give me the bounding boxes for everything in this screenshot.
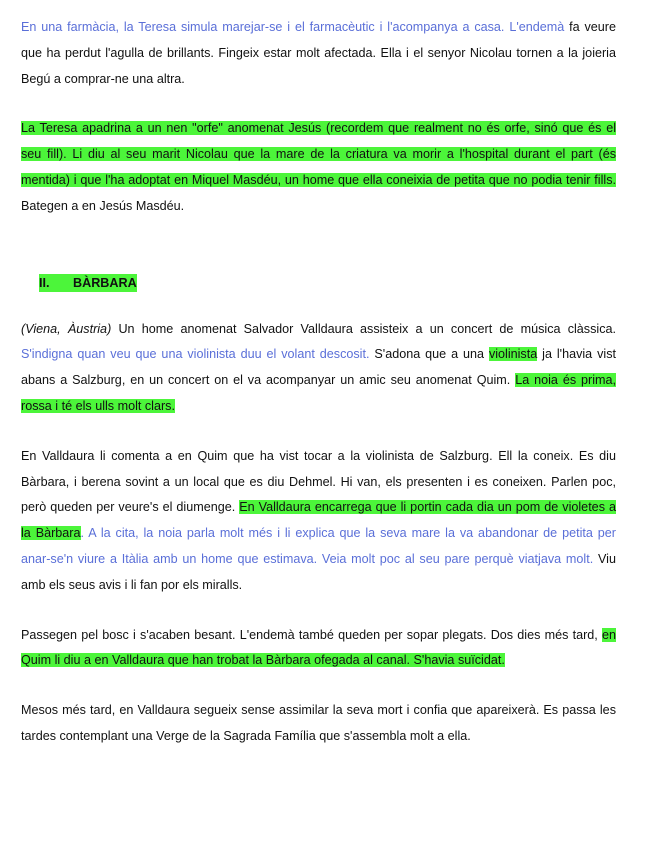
p3-highlight-description: La noia és prima, rossa i té els ulls molt clars.: [21, 373, 616, 413]
paragraph-4: [21, 444, 616, 599]
p4-sentence-1: En Valldaura li comenta a en Quim que ha vist tocar a la violinista de Salzburg. Ell la coneix. Es diu Bàrbara, i berena sovint a un local que es diu Dehmel. Hi van, els presenten i es coneixen. Parlen poc, però queden per veure's el diumenge.: [21, 448, 616, 515]
p3-sentence-6: ja l'havia vist abans a Salzburg, en un concert on el va acompanyar un amic seu anomenat Quim.: [21, 347, 616, 388]
p2-highlight: La Teresa apadrina a un nen "orfe" anomenat Jesús (recordem que realment no és orfe, sinó que és el seu fill). Li diu al seu marit Nicolau que la mare de la criatura va morir a l'hospital durant el part (és mentida) i que l'ha adoptat en Miquel Masdéu, un home que ella coneixia de petita que no podia tenir fills.: [21, 121, 616, 187]
paragraph-2: [21, 116, 616, 219]
p4-sentence-4: A la cita, la noia parla molt més i li explica que la seva mare la va abandonar de petita per anar-se'n viure a Itàlia amb un home que estimava. Veia molt poc al seu pare perquè viatjava molt.: [21, 526, 616, 566]
p3-highlight-violinista: violinista: [488, 347, 538, 362]
p3-location: (Viena, Àustria): [21, 321, 112, 336]
paragraph-1: [21, 15, 616, 92]
section-title: BÀRBARA: [73, 275, 137, 290]
p5-highlight: en Quim li diu a en Valldaura que han trobat la Bàrbara ofegada al canal. S'havia suïcidat.: [21, 627, 616, 668]
section-number: II.: [39, 275, 50, 290]
p6-sentence-1: Mesos més tard, en Valldaura segueix sense assimilar la seva mort i confia que apareixerà. Es passa les tardes contemplant una Verge de la Sagrada Família que s'assembla molt a ella.: [21, 703, 616, 743]
p3-sentence-4: S'adona que a una: [369, 347, 489, 362]
paragraph-6: [21, 698, 616, 750]
p5-sentence-1: Passegen pel bosc i s'acaben besant. L'endemà també queden per sopar plegats. Dos dies més tard,: [21, 627, 602, 642]
p4-highlight: En Valldaura encarrega que li portin cada dia un pom de violetes a la Bàrbara: [21, 500, 616, 541]
p1-sentence-2: L'endemà: [509, 20, 565, 34]
p3-sentence-3: S'indigna quan veu que una violinista duu el volant descosit.: [21, 347, 370, 362]
p4-period: .: [80, 526, 89, 541]
p1-sentence-1: En una farmàcia, la Teresa simula marejar-se i el farmacèutic i l'acompanya a casa.: [21, 20, 505, 34]
p2-sentence-2: Bategen a en Jesús Masdéu.: [21, 198, 185, 213]
p1-sentence-3: fa veure que ha perdut l'agulla de brillants. Fingeix estar molt afectada. Ella i el senyor Nicolau tornen a la joieria Begú a comprar-ne una altra.: [21, 20, 616, 86]
paragraph-3: [21, 317, 616, 420]
p4-sentence-5: Viu amb els seus avis i li fan por els miralls.: [21, 551, 616, 592]
section-heading: [21, 272, 616, 294]
paragraph-5: [21, 623, 616, 675]
p3-sentence-2: Un home anomenat Salvador Valldaura assisteix a un concert de música clàssica.: [111, 321, 616, 336]
